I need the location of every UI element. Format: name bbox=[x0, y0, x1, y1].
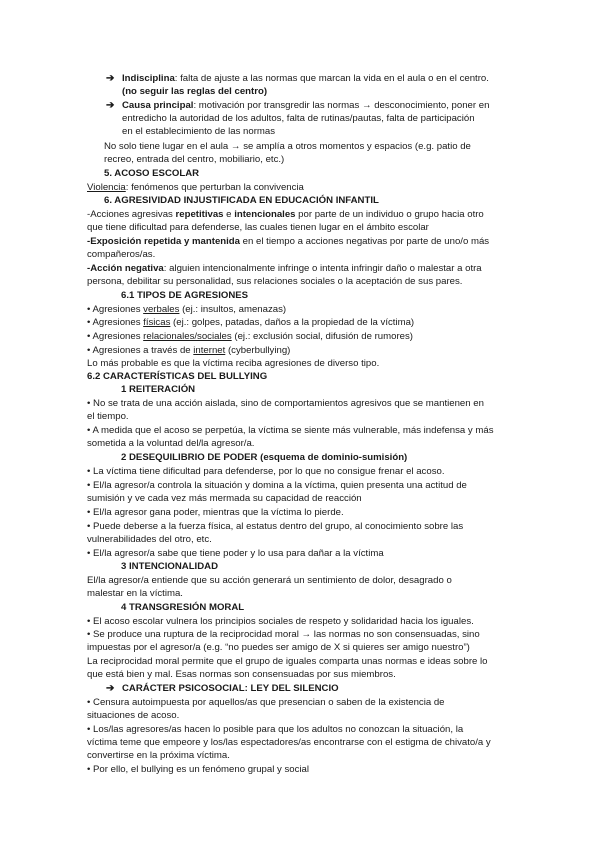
c4-text: Se produce una ruptura de la reciprocidad moral → las normas no son consensuadas, sino bbox=[93, 629, 480, 640]
c5-text: Censura autoimpuesta por aquellos/as que presencian o saben de la existencia de bbox=[93, 697, 445, 708]
section-6-1-heading: 6.1 TIPOS DE AGRESIONES bbox=[121, 290, 249, 301]
bullet-icon: • bbox=[87, 616, 91, 627]
tipo-post: (ej.: insultos, amenazas) bbox=[179, 304, 287, 315]
causa-line-3: en el establecimiento de las normas bbox=[122, 126, 276, 137]
c5-text: Los/las agresores/as hacen lo posible para que los adultos no conozcan la situación, la bbox=[93, 724, 464, 735]
bullet-icon: • bbox=[87, 764, 91, 775]
indisciplina-line bbox=[122, 72, 489, 85]
c5-bullet-2c: convertirse en la próxima víctima. bbox=[87, 750, 230, 761]
section-6-heading: 6. AGRESIVIDAD INJUSTIFICADA EN EDUCACIÓN INFANTIL bbox=[104, 195, 379, 206]
c3-heading: 3 INTENCIONALIDAD bbox=[121, 561, 219, 572]
c5-bullet-2b: víctima teme que empeore y los/las espectadores/as encontrarse con el estigma de chivato/a y bbox=[87, 737, 491, 748]
c3-line-1: El/la agresor/a entiende que su acción generará un sentimiento de dolor, desagrado o bbox=[87, 575, 452, 586]
c4-line-4: que está bien y mal. Esas normas son consensuadas por sus miembros. bbox=[87, 669, 396, 680]
probable-line: Lo más probable es que la víctima reciba agresiones de diverso tipo. bbox=[87, 358, 380, 369]
c1-bullet-2a bbox=[87, 424, 494, 437]
c5-text: Por ello, el bullying es un fenómeno grupal y social bbox=[93, 764, 310, 775]
c2-bullet-4b: vulnerabilidades del otro, etc. bbox=[87, 534, 212, 545]
accion-negativa-bold: -Acción negativa bbox=[87, 263, 164, 274]
bullet-icon: • bbox=[87, 317, 91, 328]
exposicion-line-1 bbox=[87, 235, 489, 248]
tipo-list-item bbox=[87, 303, 286, 316]
c4-line-3: La reciprocidad moral permite que el grupo de iguales comparta unas normas e ideas sobre lo bbox=[87, 656, 488, 667]
c5-heading: CARÁCTER PSICOSOCIAL: LEY DEL SILENCIO bbox=[122, 683, 339, 694]
tipo-post: (cyberbullying) bbox=[225, 345, 291, 356]
c3-line-2: malestar en la víctima. bbox=[87, 588, 183, 599]
tipo-underlined: internet bbox=[193, 345, 226, 356]
arrow-icon: ➔ bbox=[106, 100, 115, 111]
acciones-line-1 bbox=[87, 208, 484, 221]
causa-title: Causa principal bbox=[122, 100, 194, 111]
tipo-post: (ej.: exclusión social, difusión de rumores) bbox=[231, 331, 413, 342]
acciones-pre: -Acciones agresivas bbox=[87, 209, 176, 220]
acciones-bold-2: intencionales bbox=[234, 209, 296, 220]
c2-bullet-1 bbox=[87, 465, 445, 478]
c5-bullet-1a bbox=[87, 696, 445, 709]
causa-text: : motivación por transgredir las normas → desconocimiento, poner en bbox=[193, 100, 490, 111]
c2-bullet-5 bbox=[87, 547, 384, 560]
c2-text: La víctima tiene dificultad para defenderse, por lo que no consigue frenar el acoso. bbox=[93, 466, 445, 477]
accion-negativa-line-2: persona, debilitar su personalidad, sus relaciones sociales o la aceptación de sus pares. bbox=[87, 276, 463, 287]
bullet-icon: • bbox=[87, 507, 91, 518]
indisciplina-text: : falta de ajuste a las normas que marcan la vida en el aula o en el centro. bbox=[174, 73, 489, 84]
bullet-icon: • bbox=[87, 331, 91, 342]
bullet-icon: • bbox=[87, 629, 91, 640]
arrow-icon: ➔ bbox=[106, 73, 115, 84]
c2-bullet-2a bbox=[87, 479, 467, 492]
c4-bullet-1 bbox=[87, 615, 474, 628]
causa-line-1 bbox=[122, 99, 489, 112]
c1-heading: 1 REITERACIÓN bbox=[121, 384, 196, 395]
tipo-list-item bbox=[87, 344, 290, 357]
c5-bullet-1b: situaciones de acoso. bbox=[87, 710, 180, 721]
indisciplina-title: Indisciplina bbox=[122, 73, 175, 84]
c1-bullet-1b: el tiempo. bbox=[87, 411, 129, 422]
c2-title: 2 DESEQUILIBRIO DE PODER bbox=[121, 452, 258, 463]
c2-bullet-4a bbox=[87, 520, 463, 533]
tipo-pre: Agresiones bbox=[92, 331, 144, 342]
acciones-mid: e bbox=[223, 209, 235, 220]
bullet-icon: • bbox=[87, 521, 91, 532]
bullet-icon: • bbox=[87, 425, 91, 436]
tipo-underlined: relacionales/sociales bbox=[143, 331, 232, 342]
accion-negativa-text: : alguien intencionalmente infringe o intenta infringir daño o malestar a otra bbox=[163, 263, 482, 274]
tipo-pre: Agresiones a través de bbox=[92, 345, 194, 356]
lugar-line-2: recreo, entrada del centro, mobiliario, etc.) bbox=[104, 154, 285, 165]
acciones-bold-1: repetitivas bbox=[175, 209, 224, 220]
c2-text: El/la agresor gana poder, mientras que la víctima lo pierde. bbox=[93, 507, 344, 518]
bullet-icon: • bbox=[87, 697, 91, 708]
c4-text: El acoso escolar vulnera los principios sociales de respeto y solidaridad hacia los iguales. bbox=[93, 616, 474, 627]
acciones-line-2: que tiene dificultad para defenderse, las cuales tienen lugar en el ámbito escolar bbox=[87, 222, 429, 233]
c1-bullet-1a bbox=[87, 397, 484, 410]
tipo-list-item bbox=[87, 316, 414, 329]
c5-bullet-2a bbox=[87, 723, 463, 736]
bullet-icon: • bbox=[87, 398, 91, 409]
violencia-line bbox=[87, 181, 304, 194]
c2-subtitle: (esquema de dominio-sumisión) bbox=[257, 452, 408, 463]
c2-text: El/la agresor/a controla la situación y domina a la víctima, quien presenta una actitud de bbox=[93, 480, 467, 491]
exposicion-text: en el tiempo a acciones negativas por parte de uno/o más bbox=[240, 236, 490, 247]
bullet-icon: • bbox=[87, 480, 91, 491]
c4-heading: 4 TRANSGRESIÓN MORAL bbox=[121, 602, 245, 613]
bullet-icon: • bbox=[87, 466, 91, 477]
tipo-pre: Agresiones bbox=[92, 317, 144, 328]
bullet-icon: • bbox=[87, 304, 91, 315]
lugar-line-1: No solo tiene lugar en el aula → se amplía a otros momentos y espacios (e.g. patio de bbox=[104, 141, 471, 152]
c4-bullet-2b: impuestas por el agresor/a (e.g. “no puedes ser amigo de X si quieres ser amigo nuestro”) bbox=[87, 642, 470, 653]
acciones-post: por parte de un individuo o grupo hacia otro bbox=[295, 209, 484, 220]
section-5-heading: 5. ACOSO ESCOLAR bbox=[104, 168, 200, 179]
causa-line-2: entredicho la autoridad de los adultos, falta de rutinas/pautas, falta de participación bbox=[122, 113, 475, 124]
indisciplina-note: (no seguir las reglas del centro) bbox=[122, 86, 268, 97]
c2-text: El/la agresor/a sabe que tiene poder y lo usa para dañar a la víctima bbox=[93, 548, 384, 559]
violencia-term: Violencia bbox=[87, 182, 126, 193]
tipo-pre: Agresiones bbox=[92, 304, 144, 315]
c1-text: No se trata de una acción aislada, sino de comportamientos agresivos que se mantienen en bbox=[93, 398, 484, 409]
violencia-text: : fenómenos que perturban la convivencia bbox=[125, 182, 304, 193]
accion-negativa-line-1 bbox=[87, 262, 482, 275]
tipo-list-item bbox=[87, 330, 413, 343]
bullet-icon: • bbox=[87, 724, 91, 735]
arrow-icon: ➔ bbox=[106, 683, 115, 694]
c2-text: Puede deberse a la fuerza física, al estatus dentro del grupo, al conocimiento sobre las bbox=[93, 521, 464, 532]
exposicion-line-2: compañeros/as. bbox=[87, 249, 156, 260]
tipo-underlined: físicas bbox=[143, 317, 171, 328]
c5-bullet-3 bbox=[87, 763, 309, 776]
c4-bullet-2a bbox=[87, 628, 480, 641]
bullet-icon: • bbox=[87, 548, 91, 559]
c1-bullet-2b: sometida a la voluntad del/la agresor/a. bbox=[87, 438, 255, 449]
c1-text: A medida que el acoso se perpetúa, la víctima se siente más vulnerable, más indefensa y más bbox=[92, 425, 494, 436]
c2-heading bbox=[121, 451, 407, 464]
bullet-icon: • bbox=[87, 345, 91, 356]
section-6-2-heading: 6.2 CARACTERÍSTICAS DEL BULLYING bbox=[87, 371, 268, 382]
tipo-underlined: verbales bbox=[143, 304, 180, 315]
c2-bullet-3 bbox=[87, 506, 344, 519]
c2-bullet-2b: sumisión y ve cada vez más mermada su capacidad de reacción bbox=[87, 493, 362, 504]
tipo-post: (ej.: golpes, patadas, daños a la propiedad de la víctima) bbox=[170, 317, 415, 328]
exposicion-bold: -Exposición repetida y mantenida bbox=[87, 236, 241, 247]
